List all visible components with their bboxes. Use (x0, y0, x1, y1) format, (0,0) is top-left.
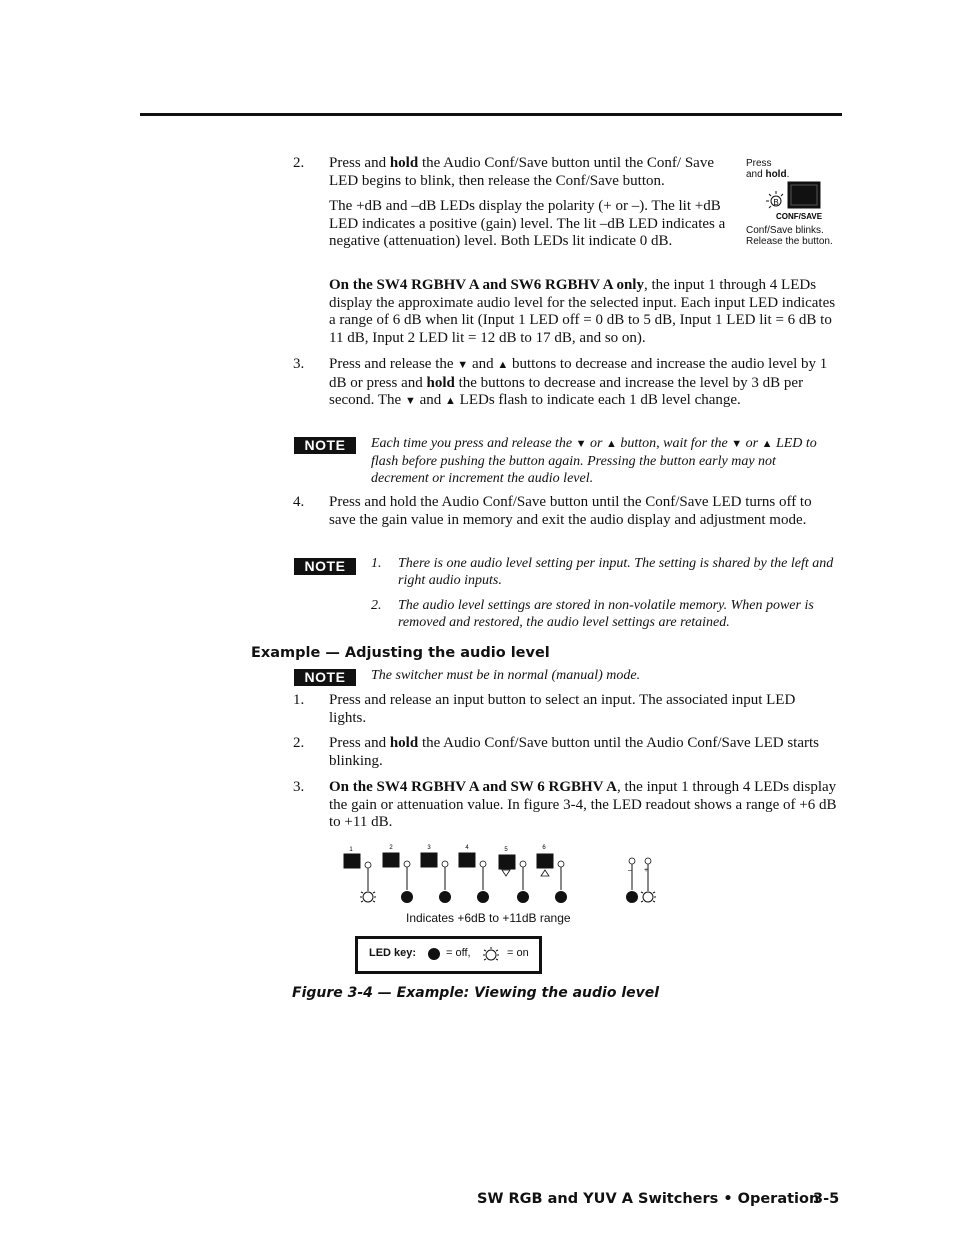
down-arrow-icon (502, 870, 510, 876)
up-arrow-icon (541, 870, 549, 876)
button-number: 2 (389, 845, 393, 851)
step-number: 1. (293, 692, 305, 708)
up-arrow-icon: ▲ (605, 438, 617, 450)
example-step-2: Press and hold the Audio Conf/Save button until the Audio Conf/Save LED starts blinking. (329, 735, 819, 769)
range-label: Indicates +6dB to +11dB range (406, 911, 571, 925)
button-number: 1 (349, 847, 353, 853)
minus-db-led-off (626, 891, 638, 903)
input-3-led-off (439, 891, 451, 903)
step-number: 3. (293, 779, 305, 795)
example-heading: Example — Adjusting the audio level (251, 645, 550, 661)
step-number: 4. (293, 494, 305, 510)
conf-save-button-icon (758, 178, 830, 222)
led-key-label: LED key: (369, 947, 417, 959)
step-number: 2. (293, 155, 305, 171)
note-2-item-text: The audio level settings are stored in non-volatile memory. When power is removed and restored, the audio level settings are retained. (398, 598, 814, 630)
led-off-icon (427, 947, 441, 961)
led-on-icon (481, 945, 501, 965)
example-step-3: On the SW4 RGBHV A and SW 6 RGBHV A, the input 1 through 4 LEDs display the gain or attenuation value. In figure 3-4, the LED readout shows a range of +6 dB to +11 dB. (329, 779, 837, 831)
plus-db-led-on (641, 889, 656, 902)
button-number: 5 (504, 847, 508, 853)
step-number: 3. (293, 356, 305, 372)
button-number: 6 (542, 845, 546, 851)
down-arrow-icon: ▼ (404, 395, 416, 408)
note-2-item-text: There is one audio level setting per input. The setting is shared by the left and right audio inputs. (398, 556, 834, 588)
button-number: 3 (427, 845, 431, 851)
up-arrow-icon: ▲ (497, 359, 509, 371)
input-6-led-off (555, 891, 567, 903)
down-arrow-icon: ▼ (731, 438, 743, 450)
note-2-item-number: 2. (371, 598, 382, 613)
note-badge: NOTE (294, 558, 356, 575)
input-5-led-off (517, 891, 529, 903)
down-arrow-icon: ▼ (457, 359, 469, 371)
conf-save-caption: Conf/Save blinks. Release the button. (746, 225, 833, 247)
step-3-paragraph: Press and release the ▼ and ▲ buttons to decrease and increase the audio level by 1 dB or press and hold the buttons to decrease and increase the level by 3 dB per second. The ▼ and ▲ LEDs flash to indicate each 1 dB level change. (329, 356, 828, 409)
plus-label: + (644, 867, 649, 874)
note-2-item-number: 1. (371, 556, 382, 571)
note-1-text: Each time you press and release the ▼ or ▲ button, wait for the ▼ or ▲ LED to flash before pushing the button again. Pressing the button early may not decrement or increment the audio level. (371, 436, 817, 486)
example-note-text: The switcher must be in normal (manual) mode. (371, 668, 641, 683)
press-hold-label: Press and hold. (746, 158, 790, 180)
note-badge: NOTE (294, 669, 356, 686)
minus-label: – (628, 867, 632, 874)
input-1-led-on (360, 889, 376, 902)
up-arrow-icon: ▲ (761, 438, 773, 450)
note-badge: NOTE (294, 437, 356, 454)
conf-save-badge: B (773, 198, 779, 207)
example-step-1: Press and release an input button to select an input. The associated input LED lights. (329, 692, 796, 726)
page-number: 3-5 (813, 1191, 840, 1207)
step-number: 2. (293, 735, 305, 751)
down-arrow-icon: ▼ (575, 438, 587, 450)
front-panel-diagram (330, 840, 670, 912)
figure-caption: Figure 3-4 — Example: Viewing the audio level (292, 985, 660, 1001)
led-off-label: = off, (446, 947, 471, 959)
input-2-led-off (401, 891, 413, 903)
conf-save-label: CONF/SAVE (776, 212, 823, 221)
up-arrow-icon: ▲ (445, 395, 456, 408)
led-on-label: = on (507, 947, 529, 959)
step-4-paragraph: Press and hold the Audio Conf/Save button until the Conf/Save LED turns off to save the gain value in memory and exit the audio display and adjustment mode. (329, 494, 812, 528)
level-paragraph: On the SW4 RGBHV A and SW6 RGBHV A only, the input 1 through 4 LEDs display the approximate audio level for the selected input. Each input LED indicates a range of 6 dB when lit (Input 1 LED off = 0 dB to 5 dB, Input 1 LED lit = 6 dB to 11 dB, Input 2 LED lit = 12 dB to 17 dB, and so on). (329, 277, 836, 346)
footer-title: SW RGB and YUV A Switchers • Operation (477, 1191, 820, 1207)
input-4-led-off (477, 891, 489, 903)
button-number: 4 (465, 845, 469, 851)
polarity-paragraph: The +dB and –dB LEDs display the polarity (+ or –). The lit +dB LED indicates a positive (gain) level. The lit –dB LED indicates a negative (attenuation) level. Both LEDs lit indicate 0 dB. (329, 198, 726, 250)
step-2-paragraph: Press and hold the Audio Conf/Save button until the Conf/ Save LED begins to blink, then release the Conf/Save button. (329, 155, 714, 189)
header-rule (140, 113, 842, 116)
